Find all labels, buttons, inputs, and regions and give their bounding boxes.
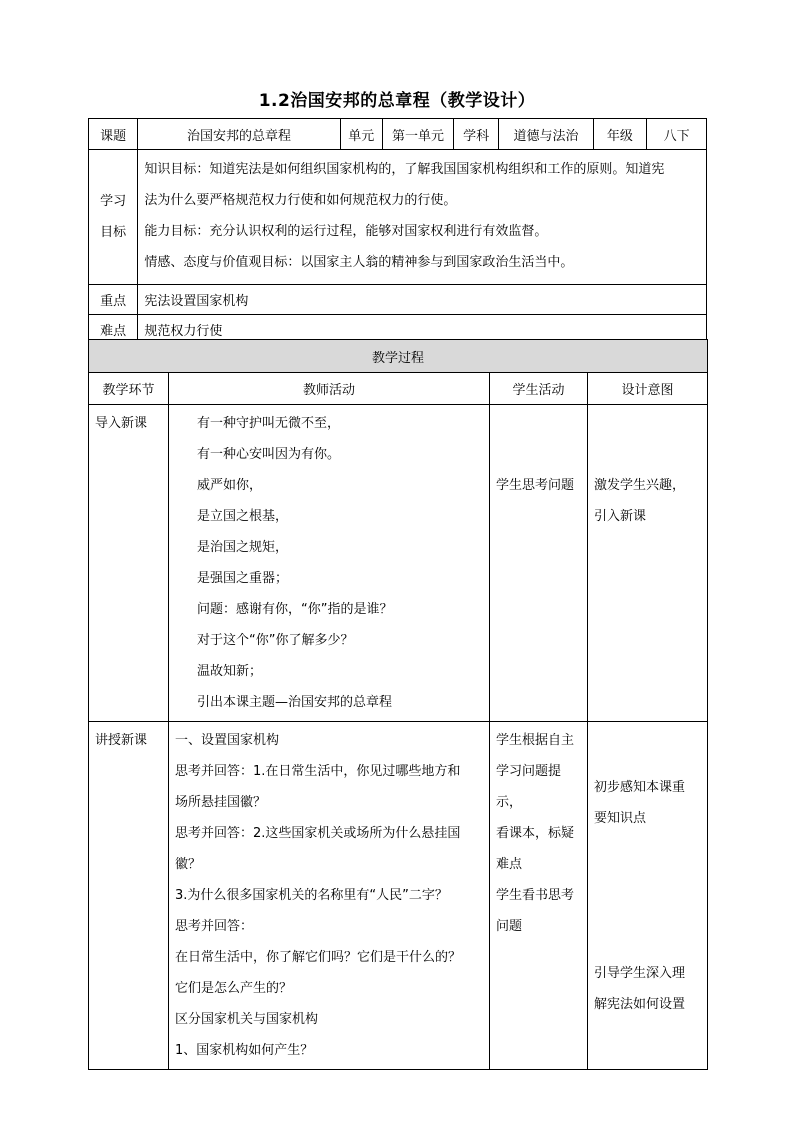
- teacher-line: 是治国之规矩，: [197, 540, 289, 555]
- teacher-line: 徽？: [175, 857, 202, 872]
- subject-label: 学科: [454, 119, 499, 150]
- grade-label: 年级: [593, 119, 647, 150]
- process-title-row: [89, 340, 708, 373]
- lecture-row: [89, 722, 708, 1070]
- process-header-row: [89, 373, 708, 405]
- key-point-value: 宪法设置国家机构: [138, 285, 707, 315]
- teacher-line: 温故知新；: [197, 664, 263, 679]
- document-title: 1.2治国安邦的总章程（教学设计）: [258, 91, 536, 111]
- teacher-line: 区分国家机关与国家机构: [175, 1012, 319, 1027]
- teacher-line: 有一种守护叫无微不至，: [197, 416, 341, 431]
- intent-line: 激发学生兴趣，: [594, 478, 686, 493]
- teacher-line: 是立国之根基，: [197, 509, 289, 524]
- teacher-line: 思考并回答：2.这些国家机关或场所为什么悬挂国: [175, 826, 461, 841]
- goals-label-line1: 学习: [100, 194, 127, 209]
- intent-spacer: [594, 834, 701, 958]
- intent-line: 引入新课: [594, 509, 647, 524]
- student-line: 看课本，标疑: [496, 826, 575, 841]
- lecture-stage: 讲授新课: [89, 722, 169, 1070]
- goals-content: [138, 150, 707, 285]
- topic-value: 治国安邦的总章程: [138, 119, 341, 150]
- subject-value: 道德与法治: [499, 119, 593, 150]
- lecture-teacher: [169, 722, 490, 1070]
- goal-line: 知识目标：知道宪法是如何组织国家机构的，了解我国国家机构组织和工作的原则。知道宪: [144, 162, 665, 177]
- student-line: 学生思考问题: [496, 478, 575, 493]
- difficulty-label: 难点: [89, 315, 138, 345]
- key-point-label: 重点: [89, 285, 138, 315]
- teacher-line: 1、国家机构如何产生？: [175, 1043, 314, 1058]
- intro-student: [490, 405, 588, 722]
- lecture-student: [490, 722, 588, 1070]
- intro-row: [89, 405, 708, 722]
- teacher-line: 引出本课主题—治国安邦的总章程: [197, 695, 393, 710]
- intent-line: 要知识点: [594, 811, 647, 826]
- intent-line: 解宪法如何设置: [594, 997, 686, 1012]
- unit-value: 第一单元: [382, 119, 453, 150]
- process-title: 教学过程: [89, 340, 708, 373]
- teacher-line: 是强国之重器；: [197, 571, 289, 586]
- teacher-line: 一、设置国家机构: [175, 733, 280, 748]
- teacher-line: 在日常生活中，你了解它们吗？它们是干什么的？: [175, 950, 462, 965]
- teacher-line: 思考并回答：: [175, 919, 254, 934]
- grade-value: 八下: [647, 119, 707, 150]
- lesson-info-table: [88, 118, 707, 345]
- student-line: 学生根据自主: [496, 733, 575, 748]
- goal-line: 情感、态度与价值观目标：以国家主人翁的精神参与到国家政治生活当中。: [144, 255, 574, 270]
- teacher-line: 场所悬挂国徽？: [175, 795, 267, 810]
- student-line: 学习问题提示，: [496, 764, 562, 810]
- intro-stage: 导入新课: [89, 405, 169, 722]
- student-line: 问题: [496, 919, 523, 934]
- intent-line: 初步感知本课重: [594, 780, 686, 795]
- goals-label-line2: 目标: [100, 225, 127, 240]
- header-student: 学生活动: [490, 373, 588, 405]
- teacher-line: 思考并回答：1.在日常生活中，你见过哪些地方和: [175, 764, 461, 779]
- header-stage: 教学环节: [89, 373, 169, 405]
- topic-label: 课题: [89, 119, 138, 150]
- intent-line: 引导学生深入理: [594, 966, 686, 981]
- intro-intent: [588, 405, 708, 722]
- unit-label: 单元: [340, 119, 382, 150]
- intro-teacher: [169, 405, 490, 722]
- student-line: 难点: [496, 857, 523, 872]
- teacher-line: 威严如你，: [197, 478, 263, 493]
- student-line: 学生看书思考: [496, 888, 575, 903]
- lecture-intent: [588, 722, 708, 1070]
- goal-line: 法为什么要严格规范权力行使和如何规范权力的行使。: [144, 193, 457, 208]
- key-point-row: [89, 285, 707, 315]
- teacher-line: 问题：感谢有你，“你”指的是谁？: [197, 602, 393, 617]
- goal-line: 能力目标：充分认识权利的运行过程，能够对国家权利进行有效监督。: [144, 224, 548, 239]
- teacher-line: 有一种心安叫因为有你。: [197, 447, 341, 462]
- teacher-line: 它们是怎么产生的？: [175, 981, 293, 996]
- goals-label: [89, 150, 138, 285]
- difficulty-value: 规范权力行使: [138, 315, 707, 345]
- goals-row: [89, 150, 707, 285]
- teacher-line: 3.为什么很多国家机关的名称里有“人民”二字？: [175, 888, 448, 903]
- teacher-line: 对于这个“你”你了解多少？: [197, 633, 354, 648]
- header-intent: 设计意图: [588, 373, 708, 405]
- header-teacher: 教师活动: [169, 373, 490, 405]
- header-row: [89, 119, 707, 150]
- teaching-process-table: [88, 339, 708, 1070]
